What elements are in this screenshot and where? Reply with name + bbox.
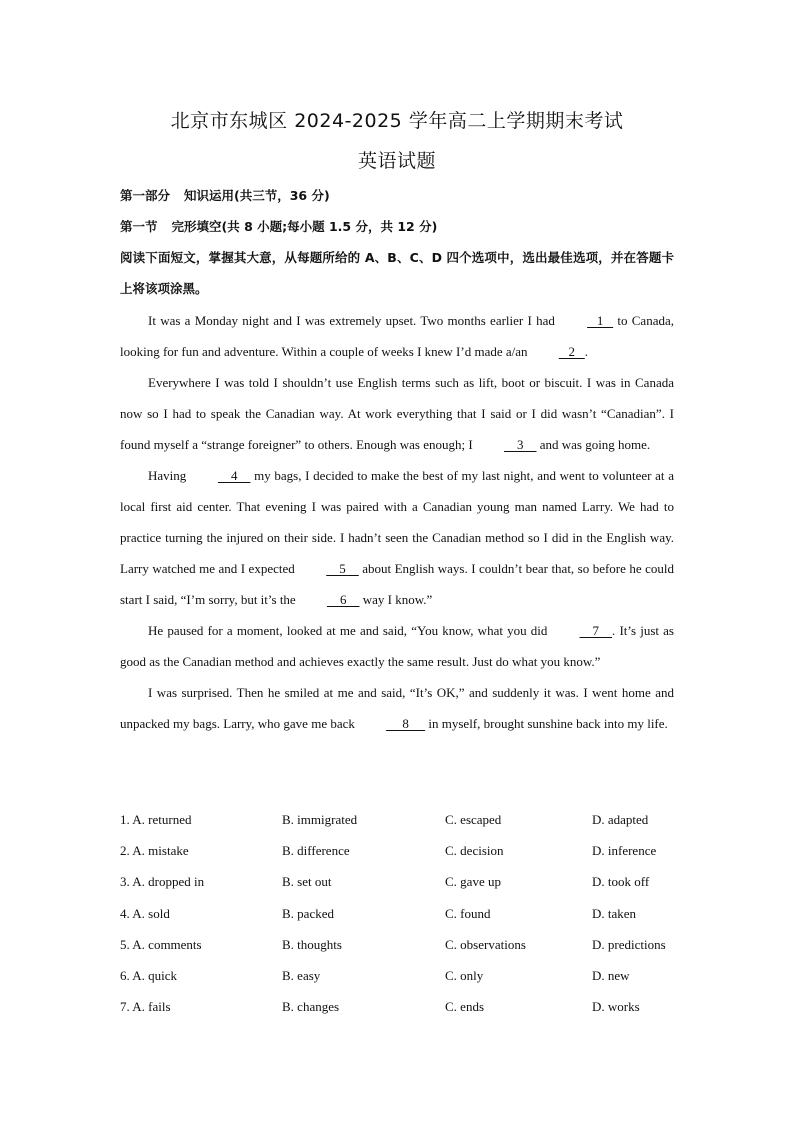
blank-7: 7 [579,623,613,638]
option-c: C. found [445,905,491,921]
option-c: C. decision [445,843,504,859]
option-a: 4. A. sold [120,905,170,921]
option-b: B. immigrated [282,812,358,827]
passage-paragraph-3 [120,460,674,615]
passage-text: He paused for a moment, looked at me and said, “You know, what you did [148,623,552,638]
question-options-row [120,929,680,960]
passage-text: and was going home. [536,437,651,452]
option-c: C. ends [445,999,484,1015]
passage-text: my bags, I decided to make the best of my last night, and went to volunteer at a local first aid center. That evening I was paired with a Canadian young man named Larry. We had to practice turning the injured on their side. I hadn’t seen the Canadian method so I did in the English way. Larry watched me and I expected [120,468,674,576]
question-options-row [120,991,680,1022]
passage-text: I was surprised. Then he smiled at me and said, “It’s OK,” and suddenly it was. I went home and unpacked my bags. Larry, who gave me back [120,685,674,731]
option-b: B. difference [282,843,350,859]
question-options-row [120,866,680,897]
option-a: 2. A. mistake [120,843,189,859]
option-c: C. only [445,967,484,983]
passage-text: Having [148,468,190,483]
option-b: B. set out [282,874,332,890]
section-name: 完形填空(共 8 小题;每小题 1.5 分，共 12 分) [171,219,438,234]
passage-text: It was a Monday night and I was extremely upset. Two months earlier I had [148,313,560,328]
section-label: 第一节 [120,219,158,234]
option-d: D. predictions [592,936,666,952]
passage-text: . [584,344,589,359]
question-options-row [120,835,680,866]
option-c: C. gave up [445,874,501,890]
blank-4: 4 [217,468,251,483]
option-d: D. taken [592,905,637,921]
passage-paragraph-5 [120,677,674,739]
part-name: 知识运用(共三节，36 分) [184,188,330,203]
passage-text: . It’s just as good as the Canadian method and achieves exactly the same result. Just do what you know.” [120,623,674,669]
part-label: 第一部分 [120,188,171,203]
option-d: D. works [592,999,640,1015]
part-heading [120,180,674,211]
option-a: 7. A. fails [120,999,171,1015]
option-c: C. observations [445,936,526,952]
passage-paragraph-2 [120,367,674,460]
question-options-row [120,804,680,835]
blank-1: 1 [587,313,614,328]
option-d: D. adapted [592,812,649,827]
passage-text: in myself, brought sunshine back into my life. [425,716,668,731]
passage-paragraph-1 [120,305,674,367]
answer-options [120,804,680,1022]
option-c: C. escaped [445,812,502,827]
passage-text: about English ways. I couldn’t bear that, so before he could start I said, “I’m sorry, but it’s the [120,561,675,607]
instructions: 阅读下面短文，掌握其大意，从每题所给的 A、B、C、D 四个选项中，选出最佳选项，并在答题卡上将该项涂黑。 [120,250,674,296]
exam-title: 北京市东城区 2024-2025 学年高二上学期期末考试 [170,110,624,132]
option-b: B. easy [282,967,321,983]
exam-subtitle: 英语试题 [357,150,436,172]
option-b: B. changes [282,999,340,1015]
passage-paragraph-4 [120,615,674,677]
blank-8: 8 [386,716,426,731]
blank-6: 6 [326,592,360,607]
passage-text: way I know.” [359,592,433,607]
passage-text: to Canada, looking for fun and adventure. Within a couple of weeks I knew I’d made a/an [120,313,674,359]
option-d: D. new [592,967,630,983]
blank-5: 5 [326,561,359,576]
option-b: B. packed [282,905,334,921]
passage-text: Everywhere I was told I shouldn’t use English terms such as lift, boot or biscuit. I was in Canada now so I had to speak the Canadian way. At work everything that I said or I did wasn’t “Canadian”. I found myself a “strange foreigner” to others. Enough was enough; I [120,375,674,452]
question-options-row [120,898,680,929]
blank-3: 3 [503,437,537,452]
option-d: D. took off [592,874,650,890]
question-options-row [120,960,680,991]
option-a: 6. A. quick [120,967,178,983]
option-b: B. thoughts [282,936,342,952]
blank-2: 2 [558,344,585,359]
cloze-passage [120,305,674,739]
option-a: 3. A. dropped in [120,874,205,890]
section-heading [120,211,674,242]
option-a: 1. A. returned [120,812,192,827]
option-a: 5. A. comments [120,936,202,952]
option-d: D. inference [592,843,657,859]
